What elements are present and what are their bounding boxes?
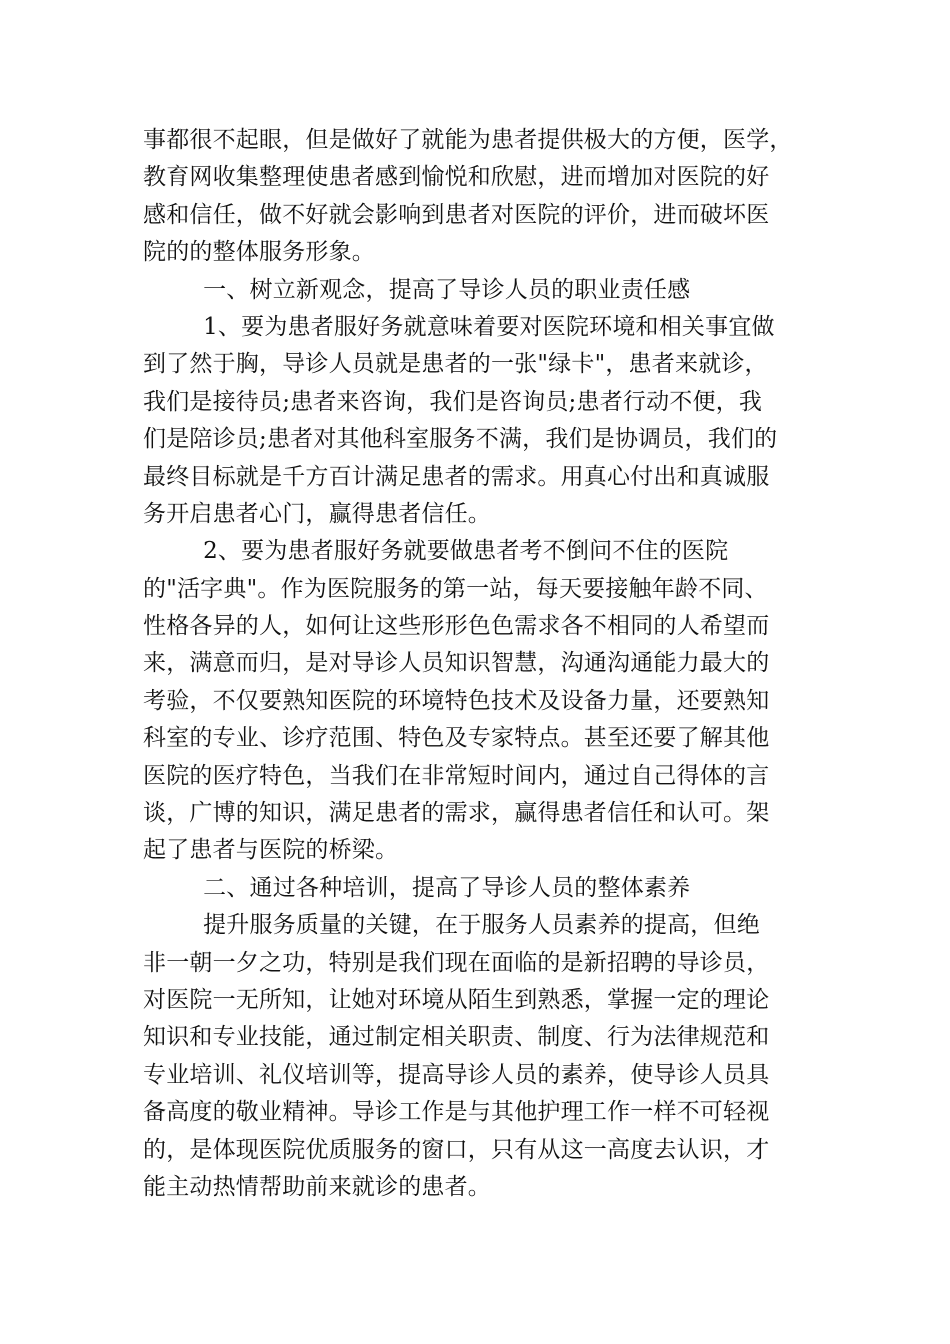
text-line: 来，满意而归，是对导诊人员知识智慧，沟通沟通能力最大的 bbox=[143, 650, 770, 677]
text-line: 提升服务质量的关键，在于服务人员素养的提高，但绝 bbox=[143, 912, 760, 939]
text-line: 的"活字典"。作为医院服务的第一站，每天要接触年龄不同、 bbox=[143, 575, 768, 602]
text-line: 事都很不起眼，但是做好了就能为患者提供极大的方便，医学， bbox=[143, 127, 793, 153]
text-line: 院的的整体服务形象。 bbox=[143, 239, 375, 266]
text-line: 谈，广博的知识，满足患者的需求，赢得患者信任和认可。架 bbox=[143, 800, 770, 827]
text-line: 最终目标就是千方百计满足患者的需求。用真心付出和真诚服 bbox=[143, 463, 770, 490]
text-line: 们是陪诊员;患者对其他科室服务不满，我们是协调员，我们的 bbox=[143, 426, 778, 453]
text-line: 起了患者与医院的桥梁。 bbox=[143, 837, 399, 864]
text-line: 专业培训、礼仪培训等，提高导诊人员的素养，使导诊人员具 bbox=[143, 1061, 770, 1088]
text-line: 备高度的敬业精神。导诊工作是与其他护理工作一样不可轻视 bbox=[143, 1099, 770, 1126]
text-line: 性格各异的人，如何让这些形形色色需求各不相同的人希望而 bbox=[143, 613, 770, 640]
text-line: 科室的专业、诊疗范围、特色及专家特点。甚至还要了解其他 bbox=[143, 725, 770, 752]
document-body bbox=[143, 122, 813, 1206]
text-line: 医院的医疗特色，当我们在非常短时间内，通过自己得体的言 bbox=[143, 762, 770, 789]
text-line: 务开启患者心门，赢得患者信任。 bbox=[143, 500, 491, 527]
section-heading-1: 一、树立新观念，提高了导诊人员的职业责任感 bbox=[143, 276, 691, 303]
text-line: 考验，不仅要熟知医院的环境特色技术及设备力量，还要熟知 bbox=[143, 687, 770, 714]
text-line: 2、要为患者服好务就要做患者考不倒问不住的医院 bbox=[143, 538, 729, 565]
text-line: 对医院一无所知，让她对环境从陌生到熟悉，掌握一定的理论 bbox=[143, 986, 770, 1013]
text-line: 1、要为患者服好务就意味着要对医院环境和相关事宜做 bbox=[143, 313, 775, 340]
text-line: 知识和专业技能，通过制定相关职责、制度、行为法律规范和 bbox=[143, 1024, 770, 1051]
text-line: 能主动热情帮助前来就诊的患者。 bbox=[143, 1173, 491, 1200]
text-line: 非一朝一夕之功，特别是我们现在面临的是新招聘的导诊员， bbox=[143, 949, 770, 976]
section-heading-2: 二、通过各种培训，提高了导诊人员的整体素养 bbox=[143, 874, 691, 901]
text-line: 教育网收集整理使患者感到愉悦和欣慰，进而增加对医院的好 bbox=[143, 164, 770, 191]
text-line: 的，是体现医院优质服务的窗口，只有从这一高度去认识，才 bbox=[143, 1136, 770, 1163]
text-line: 感和信任，做不好就会影响到患者对医院的评价，进而破坏医 bbox=[143, 201, 770, 228]
text-line: 我们是接待员;患者来咨询，我们是咨询员;患者行动不便，我 bbox=[143, 388, 763, 415]
text-line: 到了然于胸，导诊人员就是患者的一张"绿卡"，患者来就诊， bbox=[143, 351, 768, 378]
